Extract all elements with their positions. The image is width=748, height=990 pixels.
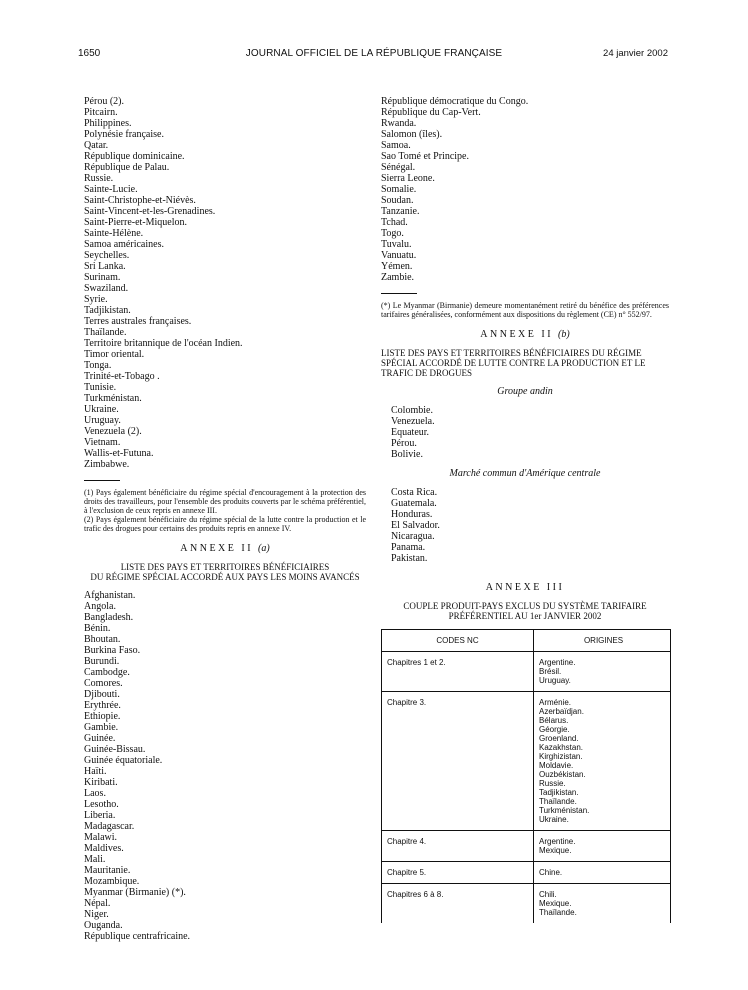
list-item: Yémen. xyxy=(381,261,413,272)
origin-country: Brésil. xyxy=(539,667,562,676)
list-item: Polynésie française. xyxy=(84,129,164,140)
list-item: Burundi. xyxy=(84,656,120,667)
origin-country: Moldavie. xyxy=(539,761,574,770)
right-column xyxy=(381,96,669,923)
origin-country: Azerbaïdjan. xyxy=(539,707,584,716)
annex-subtitle-line: DU RÉGIME SPÉCIAL ACCORDÉ AUX PAYS LES MOINS AVANCÉS xyxy=(90,572,360,582)
list-item: Syrie. xyxy=(84,294,108,305)
list-item: Saint-Vincent-et-les-Grenadines. xyxy=(84,206,216,217)
list-item: Ouganda. xyxy=(84,920,123,931)
group-andin-title: Groupe andin xyxy=(497,386,553,397)
footnote-1: (1) Pays également bénéficiaire du régime spécial d'encouragement à la protection des droits des travailleurs, pour l'ensemble des produits couverts par le schéma préférentiel, à l'exclusion de ceux repris en annexe III. xyxy=(84,488,366,515)
origin-country: Turkménistan. xyxy=(539,806,590,815)
annex-ii-b-title xyxy=(381,329,669,340)
list-item: Djibouti. xyxy=(84,689,120,700)
list-item: Saint-Pierre-et-Miquelon. xyxy=(84,217,188,228)
left-column xyxy=(84,96,366,942)
footnote-2: (2) Pays également bénéficiaire du régime spécial de la lutte contre la production et le trafic des drogues pour certains des produits repris en annexe IV. xyxy=(84,515,366,533)
list-item: Honduras. xyxy=(391,509,433,520)
list-item: République démocratique du Congo. xyxy=(381,96,529,107)
list-item: Vietnam. xyxy=(84,437,121,448)
least-developed-country-list xyxy=(84,590,366,942)
list-item: République centrafricaine. xyxy=(84,931,191,942)
list-item: Ethiopie. xyxy=(84,711,121,722)
list-item: Mozambique. xyxy=(84,876,140,887)
footnote-separator xyxy=(84,480,120,481)
annex-subtitle-line: PRÉFÉRENTIEL AU 1er JANVIER 2002 xyxy=(448,611,602,621)
list-item: Gambie. xyxy=(84,722,119,733)
group-mcac-list xyxy=(381,487,669,564)
list-item: Ukraine. xyxy=(84,404,119,415)
list-item: Salomon (îles). xyxy=(381,129,443,140)
list-item: Rwanda. xyxy=(381,118,417,129)
origin-country: Arménie. xyxy=(539,698,572,707)
column-header: ORIGINES xyxy=(583,636,624,645)
list-item: Mali. xyxy=(84,854,106,865)
list-item: Zambie. xyxy=(381,272,415,283)
list-item: Qatar. xyxy=(84,140,109,151)
list-item: Seychelles. xyxy=(84,250,130,261)
origin-country: Bélarus. xyxy=(539,716,569,725)
list-item: Sénégal. xyxy=(381,162,416,173)
list-item: Guatemala. xyxy=(391,498,437,509)
list-item: Pérou. xyxy=(391,438,417,449)
origin-country: Argentine. xyxy=(539,658,576,667)
publication-date: 24 janvier 2002 xyxy=(603,48,668,59)
list-item: Erythrée. xyxy=(84,700,121,711)
origin-country: Russie. xyxy=(539,779,566,788)
list-item: Angola. xyxy=(84,601,116,612)
list-item: Haïti. xyxy=(84,766,107,777)
list-item: Surinam. xyxy=(84,272,121,283)
country-list-continued xyxy=(84,96,366,470)
list-item: Maldives. xyxy=(84,843,124,854)
origin-country: Kazakhstan. xyxy=(539,743,584,752)
list-item: Madagascar. xyxy=(84,821,135,832)
list-item: Mauritanie. xyxy=(84,865,131,876)
list-item: Pitcairn. xyxy=(84,107,118,118)
list-item: Bolivie. xyxy=(391,449,423,460)
list-item: Guinée. xyxy=(84,733,116,744)
list-item: Timor oriental. xyxy=(84,349,145,360)
list-item: Pakistan. xyxy=(391,553,428,564)
table-body xyxy=(382,652,670,923)
origin-country: Géorgie. xyxy=(539,725,570,734)
annex-suffix: (b) xyxy=(558,329,570,340)
list-item: République dominicaine. xyxy=(84,151,185,162)
list-item: Trinité-et-Tobago . xyxy=(84,371,160,382)
list-item: Panama. xyxy=(391,542,426,553)
page-number: 1650 xyxy=(78,48,101,59)
list-item: Tonga. xyxy=(84,360,112,371)
list-item: Sainte-Lucie. xyxy=(84,184,138,195)
nc-code-cell: Chapitre 3. xyxy=(382,692,534,830)
list-item: Tchad. xyxy=(381,217,408,228)
list-item: Terres australes françaises. xyxy=(84,316,192,327)
list-item: Zimbabwe. xyxy=(84,459,130,470)
list-item: Niger. xyxy=(84,909,109,920)
journal-title: JOURNAL OFFICIEL DE LA RÉPUBLIQUE FRANÇAISE xyxy=(245,48,503,59)
origin-country: Thaïlande. xyxy=(539,797,577,806)
list-item: République du Cap-Vert. xyxy=(381,107,481,118)
origins-cell xyxy=(534,831,670,861)
list-item: Samoa. xyxy=(381,140,411,151)
list-item: Tunisie. xyxy=(84,382,117,393)
list-item: Tanzanie. xyxy=(381,206,420,217)
table-header-row xyxy=(382,630,670,652)
origin-country: Argentine. xyxy=(539,837,576,846)
list-item: Sierra Leone. xyxy=(381,173,435,184)
footnote-star: (*) Le Myanmar (Birmanie) demeure momentanément retiré du bénéfice des préférences tarifaires généralisées, conformément aux dispositions du règlement (CE) n° 552/97. xyxy=(381,301,669,319)
list-item: Guinée équatoriale. xyxy=(84,755,163,766)
footnote-separator xyxy=(381,293,417,294)
list-item: Sao Tomé et Principe. xyxy=(381,151,469,162)
annex-suffix: (a) xyxy=(258,543,270,554)
list-item: Malawi. xyxy=(84,832,118,843)
annex-label: ANNEXE II xyxy=(480,329,554,340)
origins-cell xyxy=(534,884,670,923)
list-item: El Salvador. xyxy=(391,520,440,531)
list-item: Saint-Christophe-et-Niévès. xyxy=(84,195,196,206)
origins-cell xyxy=(534,652,670,691)
annex-subtitle-line: COUPLE PRODUIT-PAYS EXCLUS DU SYSTÈME TARIFAIRE xyxy=(403,601,647,611)
list-item: Cambodge. xyxy=(84,667,130,678)
list-item: Russie. xyxy=(84,173,114,184)
list-item: Venezuela (2). xyxy=(84,426,142,437)
list-item: Vanuatu. xyxy=(381,250,417,261)
list-item: Lesotho. xyxy=(84,799,119,810)
list-item: Bangladesh. xyxy=(84,612,134,623)
list-item: Nicaragua. xyxy=(391,531,435,542)
table-row xyxy=(382,862,670,884)
nc-code-cell: Chapitre 4. xyxy=(382,831,534,861)
list-item: Tadjikistan. xyxy=(84,305,131,316)
annex-iii-subtitle xyxy=(381,601,669,621)
annex-ii-a-subtitle xyxy=(84,562,366,582)
list-item: Philippines. xyxy=(84,118,132,129)
list-item: Equateur. xyxy=(391,427,430,438)
list-item: Swaziland. xyxy=(84,283,129,294)
origin-country: Kirghizistan. xyxy=(539,752,583,761)
country-list-continued xyxy=(381,96,669,283)
list-item: Guinée-Bissau. xyxy=(84,744,146,755)
origin-country: Tadjikistan. xyxy=(539,788,579,797)
list-item: Somalie. xyxy=(381,184,417,195)
table-row xyxy=(382,884,670,923)
group-mcac-title: Marché commun d'Amérique centrale xyxy=(449,468,601,479)
group-andin-list xyxy=(381,405,669,460)
annex-iii-title: ANNEXE III xyxy=(485,582,565,593)
table-row xyxy=(382,831,670,862)
origin-country: Groenland. xyxy=(539,734,579,743)
nc-code-cell: Chapitre 5. xyxy=(382,862,534,883)
list-item: Colombie. xyxy=(391,405,433,416)
list-item: Bhoutan. xyxy=(84,634,121,645)
list-item: Samoa américaines. xyxy=(84,239,164,250)
list-item: Territoire britannique de l'océan Indien. xyxy=(84,338,243,349)
list-item: Myanmar (Birmanie) (*). xyxy=(84,887,186,898)
origins-cell xyxy=(534,862,670,883)
origin-country: Chili. xyxy=(539,890,557,899)
list-item: Burkina Faso. xyxy=(84,645,141,656)
list-item: Costa Rica. xyxy=(391,487,438,498)
annex-subtitle-line: LISTE DES PAYS ET TERRITOIRES BÉNÉFICIAIRES xyxy=(120,562,330,572)
table-row xyxy=(382,652,670,692)
list-item: Pérou (2). xyxy=(84,96,124,107)
list-item: Wallis-et-Futuna. xyxy=(84,448,154,459)
origin-country: Mexique. xyxy=(539,899,572,908)
nc-code-cell: Chapitres 6 à 8. xyxy=(382,884,534,923)
list-item: Tuvalu. xyxy=(381,239,412,250)
origin-country: Ukraine. xyxy=(539,815,569,824)
list-item: République de Palau. xyxy=(84,162,170,173)
annex-ii-b-subtitle: LISTE DES PAYS ET TERRITOIRES BÉNÉFICIAIRES DU RÉGIME SPÉCIAL ACCORDÉ DE LUTTE CONTRE LA PRODUCTION ET LE TRAFIC DE DROGUES xyxy=(381,348,646,378)
list-item: Togo. xyxy=(381,228,404,239)
list-item: Soudan. xyxy=(381,195,414,206)
nc-code-cell: Chapitres 1 et 2. xyxy=(382,652,534,691)
origin-country: Uruguay. xyxy=(539,676,571,685)
annex-label: ANNEXE II xyxy=(180,543,254,554)
list-item: Venezuela. xyxy=(391,416,435,427)
list-item: Bénin. xyxy=(84,623,111,634)
origin-country: Ouzbékistan. xyxy=(539,770,586,779)
origins-cell xyxy=(534,692,670,830)
exclusion-table xyxy=(381,629,671,923)
origin-country: Mexique. xyxy=(539,846,572,855)
list-item: Turkménistan. xyxy=(84,393,142,404)
list-item: Kiribati. xyxy=(84,777,118,788)
annex-ii-a-title xyxy=(84,543,366,554)
table-row xyxy=(382,692,670,831)
page-header xyxy=(0,48,748,64)
origin-country: Thaïlande. xyxy=(539,908,577,917)
list-item: Sainte-Hélène. xyxy=(84,228,144,239)
list-item: Uruguay. xyxy=(84,415,121,426)
list-item: Afghanistan. xyxy=(84,590,136,601)
list-item: Laos. xyxy=(84,788,106,799)
list-item: Népal. xyxy=(84,898,111,909)
origin-country: Chine. xyxy=(539,868,563,877)
list-item: Comores. xyxy=(84,678,123,689)
column-header: CODES NC xyxy=(382,630,534,651)
list-item: Liberia. xyxy=(84,810,116,821)
list-item: Thaïlande. xyxy=(84,327,127,338)
list-item: Sri Lanka. xyxy=(84,261,126,272)
